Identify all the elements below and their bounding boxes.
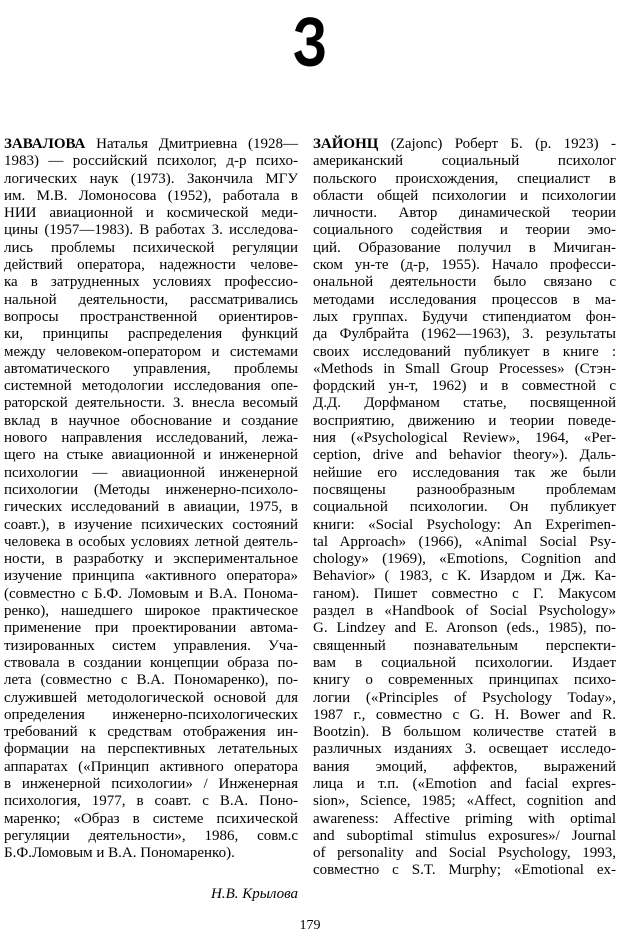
text-line: (Zajonc) Роберт Б. (р. 1923) - [378,136,616,152]
text-line: G. Lindzey and E. Aronson (eds., 1985), по- [313,620,616,637]
author-signature: Н.В. Крылова [211,886,298,902]
text-line: вопросы пространственной ориентиров- [4,308,298,325]
text-line: им. М.В. Ломоносова (1952), работала в [4,187,298,204]
text-line: цины (1957—1983). В работах З. исследова- [4,222,298,239]
text-line: ка в затрудненных условиях профессио- [4,274,298,291]
text-line: 1983) — российский психолог, д-р психо- [4,153,298,170]
text-line: в инженерной психологии» / Инженерная [4,775,298,792]
text-line: системной методологии исследования опе- [4,378,298,395]
text-line: польского происхождения, специалист в [313,170,616,187]
text-line: действий оператора, надежности челове- [4,257,298,274]
text-line: психология, 1977, в соавт. с В.А. Поно- [4,793,298,810]
text-line: между человеком-оператором и системами [4,343,298,360]
text-line: книги: «Social Psychology: An Experimen- [313,516,616,533]
text-line: нового направления исследований, лежа- [4,430,298,447]
text-line: «Methods in Small Group Processes» (Стэн- [313,360,616,377]
entry-headword: ЗАЙОНЦ [313,136,379,152]
text-line: ности, в разработку и экспериментальное [4,551,298,568]
text-line: лета (совместно с В.А. Пономаренко), по- [4,672,298,689]
text-line: определения инженерно-психологических [4,706,298,723]
text-line: человека в особых условиях летной деятель- [4,533,298,550]
text-line: психологии (Методы инженерно-психоло- [4,481,298,498]
text-line: chology» (1969), «Emotions, Cognition and [313,551,616,568]
text-line: and suboptimal stimulus exposures»/ Journal [313,827,616,844]
text-line: маренко; «Образ в системе психической [4,810,298,827]
page-number: 179 [299,918,321,933]
text-line: области общей психологии и психологии [313,187,616,204]
text-line: вам в социальной психологии. Издает [313,654,616,671]
text-line: психологии — авиационной инженерной [4,464,298,481]
text-line: лица и т.п. («Emotion and facial expres- [313,775,616,792]
text-line: щего на стыке авиационной и инженерной [4,447,298,464]
text-line: посвящены разнообразным проблемам [313,481,616,498]
text-line: аппаратах («Принцип активного оператора [4,758,298,775]
text-line: книгу о современных принципах психо- [313,672,616,689]
text-line: Д.Д. Дорфманом статье, посвященной [313,395,616,412]
text-line: автоматического управления, проблемы [4,360,298,377]
text-line: совместно с S.T. Murphy; «Emotional ex- [313,862,616,879]
text-line: 1987 г., совместно с G. H. Bower and R. [313,706,616,723]
text-line: sion», Science, 1985; «Affect, cognition and [313,793,616,810]
entry-headword: ЗАВАЛОВА [4,136,86,152]
text-line: ском ун-те (д-р, 1955). Начало професси- [313,257,616,274]
text-line: применение при проектировании автома- [4,620,298,637]
text-line: методами исследования процессов в ма- [313,291,616,308]
text-line: ки, принципы распределения функций [4,326,298,343]
text-line: изучение принципа «активного оператора» [4,568,298,585]
text-line: ния («Psychological Review», 1964, «Per- [313,430,616,447]
section-letter: З [292,3,328,81]
text-line: социального содействия и теории эмо- [313,222,616,239]
text-line: лых группах. Будучи стипендиатом фон- [313,308,616,325]
text-line: tal Approach» (1966), «Animal Social Psy- [313,533,616,550]
text-line: Наталья Дмитриевна (1928— [85,136,298,152]
text-line: своих исследований публикует в книге : [313,343,616,360]
text-line: нальной деятельности, рассматривались [4,291,298,308]
text-line: Б.Ф.Ломовым и В.А. Пономаренко). [4,845,235,862]
entry-first-line [4,136,298,153]
text-line: логических наук (1973). Закончила МГУ [4,170,298,187]
text-line: ганом). Пишет совместно с Г. Макусом [313,585,616,602]
entry-first-line [313,136,616,153]
text-line: восприятию, движению и теории поведе- [313,412,616,429]
text-line: НИИ авиационной и космической меди- [4,205,298,222]
text-line: священный познавательным перспекти- [313,637,616,654]
text-line: формации на перспективных летательных [4,741,298,758]
text-line: лись проблемы психической регуляции [4,239,298,256]
text-line: фордский ун-т, 1962) и в совместной с [313,378,616,395]
text-line: ональной деятельности было связано с [313,274,616,291]
text-line: вания эмоций, аффектов, выражений [313,758,616,775]
entry-zavalova [4,136,298,862]
text-line: регуляции деятельности», 1986, совм.с [4,827,298,844]
text-line: различных изданиях З. освещает исследо- [313,741,616,758]
text-line: of personality and Social Psychology, 1993, [313,845,616,862]
text-line: гических исследований в авиации, 1975, в [4,499,298,516]
text-line: социальной психологии. Он публикует [313,499,616,516]
text-line: раздел в «Handbook of Social Psychology» [313,603,616,620]
text-line: (совместно с Б.Ф. Ломовым и В.А. Понома- [4,585,298,602]
text-line: личности. Автор динамической теории [313,205,616,222]
text-line: требований к средствам отображения ин- [4,724,298,741]
text-line: служившей методологической основой для [4,689,298,706]
text-line: раторской деятельности. З. внесла весомый [4,395,298,412]
text-line: ception, drive and behavior theory»). Даль- [313,447,616,464]
text-line: ций. Образование получил в Мичиган- [313,239,616,256]
text-line: да Фулбрайта (1962—1963), З. результаты [313,326,616,343]
text-line: вклад в научное обоснование и создание [4,412,298,429]
text-line: логии («Principles of Psychology Today», [313,689,616,706]
text-line: американский социальный психолог [313,153,616,170]
text-line: ренко), нашедшего широкое практическое [4,603,298,620]
text-line: ствовала в создании концепции образа по- [4,654,298,671]
text-line: соавт.), в изучение психических состояний [4,516,298,533]
text-line: awareness: Affective priming with optimal [313,810,616,827]
text-line: тизированных систем управления. Уча- [4,637,298,654]
text-line: Behavior» ( 1983, с К. Изардом и Дж. Ка- [313,568,616,585]
text-line: нейшие его исследования так же были [313,464,616,481]
text-line: Bootzin). В большом количестве статей в [313,724,616,741]
entry-zajonc [313,136,616,880]
